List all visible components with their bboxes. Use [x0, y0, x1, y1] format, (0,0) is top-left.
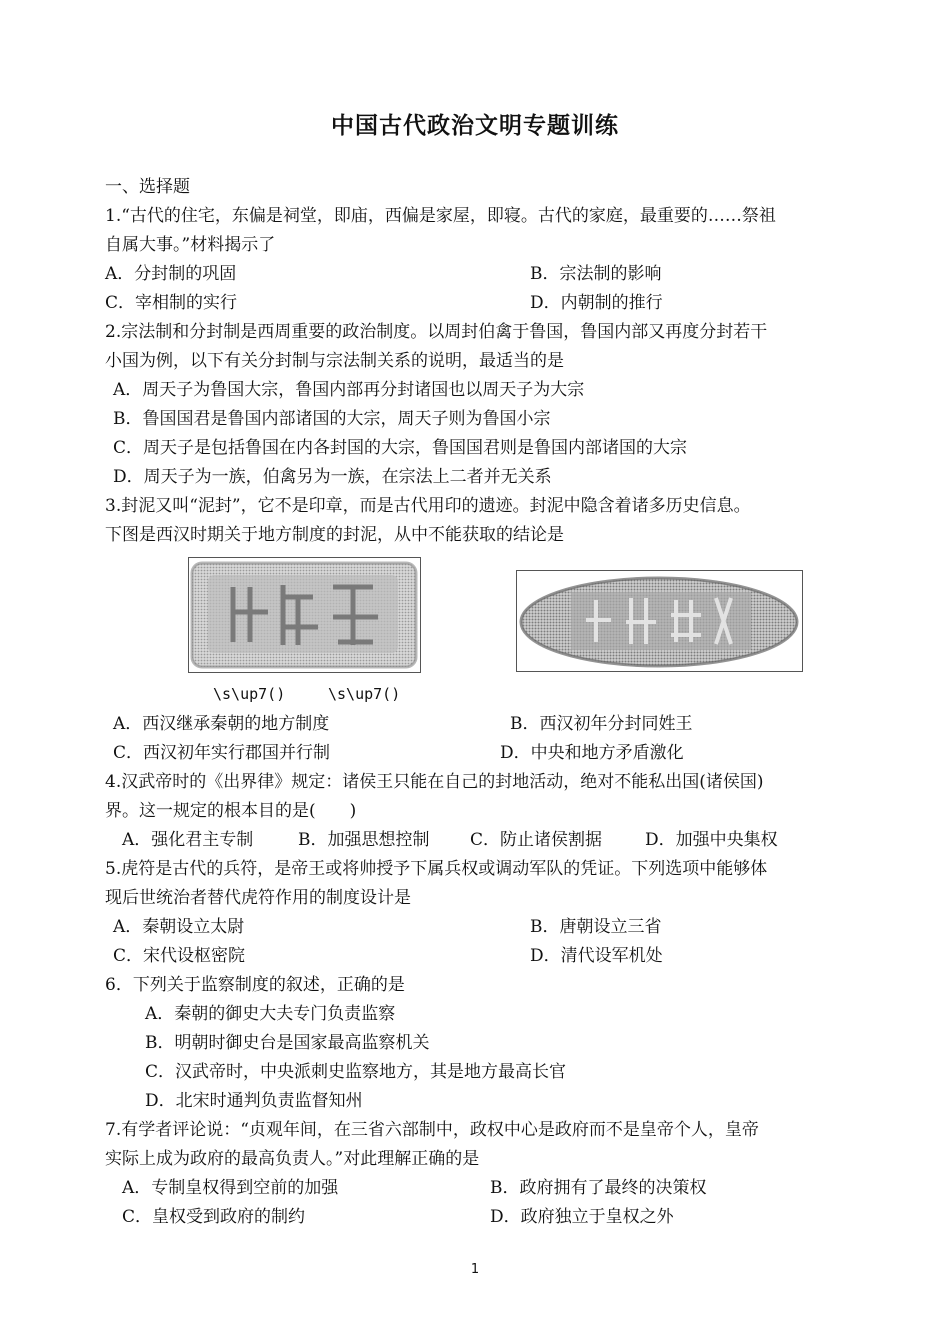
- q3-option-a: A．西汉继承秦朝的地方制度: [113, 714, 330, 734]
- q4-option-a: A．强化君主专制: [122, 830, 254, 850]
- q5-option-a: A．秦朝设立太尉: [113, 917, 245, 937]
- q3-stem-line1: 3.封泥又叫“泥封”，它不是印章，而是古代用印的遗迹。封泥中隐含着诸多历史信息。: [105, 496, 751, 516]
- seal-caption-left: \s\up7(): [213, 685, 286, 703]
- q1-option-a: A．分封制的巩固: [105, 264, 237, 284]
- q2-stem-line2: 小国为例，以下有关分封制与宗法制关系的说明，最适当的是: [105, 351, 564, 371]
- q2-option-b: B．鲁国国君是鲁国内部诸国的大宗，周天子则为鲁国小宗: [113, 409, 551, 429]
- page-title: 中国古代政治文明专题训练: [331, 113, 619, 139]
- q6-option-b: B．明朝时御史台是国家最高监察机关: [145, 1033, 430, 1053]
- q2-option-a: A．周天子为鲁国大宗，鲁国内部再分封诸国也以周天子为大宗: [113, 380, 585, 400]
- q4-stem-line1: 4.汉武帝时的《出界律》规定：诸侯王只能在自己的封地活动，绝对不能私出国(诸侯国): [105, 772, 764, 792]
- q5-option-d: D．清代设军机处: [530, 946, 663, 966]
- q4-option-c: C．防止诸侯割据: [470, 830, 603, 850]
- q7-option-b: B．政府拥有了最终的决策权: [490, 1178, 707, 1198]
- q6-option-a: A．秦朝的御史大夫专门负责监察: [145, 1004, 396, 1024]
- q7-stem-line2: 实际上成为政府的最高负责人。”对此理解正确的是: [105, 1149, 480, 1169]
- q5-option-b: B．唐朝设立三省: [530, 917, 662, 937]
- q4-option-d: D．加强中央集权: [645, 830, 778, 850]
- q5-stem-line1: 5.虎符是古代的兵符，是帝王或将帅授予下属兵权或调动军队的凭证。下列选项中能够体: [105, 859, 768, 879]
- q5-stem-line2: 现后世统治者替代虎符作用的制度设计是: [105, 888, 411, 908]
- q5-option-c: C．宋代设枢密院: [113, 946, 246, 966]
- q7-option-a: A．专制皇权得到空前的加强: [122, 1178, 339, 1198]
- q6-stem: 6．下列关于监察制度的叙述，正确的是: [105, 975, 405, 995]
- q3-option-b: B．西汉初年分封同姓王: [510, 714, 693, 734]
- q3-option-c: C．西汉初年实行郡国并行制: [113, 743, 331, 763]
- q2-option-c: C．周天子是包括鲁国在内各封国的大宗，鲁国国君则是鲁国内部诸国的大宗: [113, 438, 688, 458]
- q1-stem-line1: 1.“古代的住宅，东偏是祠堂，即庙，西偏是家屋，即寝。古代的家庭，最重要的……祭祖: [105, 206, 776, 226]
- q2-stem-line1: 2.宗法制和分封制是西周重要的政治制度。以周封伯禽于鲁国，鲁国内部又再度分封若干: [105, 322, 768, 342]
- q7-stem-line1: 7.有学者评论说：“贞观年间，在三省六部制中，政权中心是政府而不是皇帝个人，皇帝: [105, 1120, 759, 1140]
- q1-option-b: B．宗法制的影响: [530, 264, 662, 284]
- q7-option-c: C．皇权受到政府的制约: [122, 1207, 306, 1227]
- q2-option-d: D．周天子为一族，伯禽另为一族，在宗法上二者并无关系: [113, 467, 552, 487]
- q4-option-b: B．加强思想控制: [298, 830, 430, 850]
- q3-stem-line2: 下图是西汉时期关于地方制度的封泥，从中不能获取的结论是: [105, 525, 564, 545]
- page-number: 1: [470, 1262, 480, 1277]
- seal-caption-right: \s\up7(): [328, 685, 401, 703]
- q1-stem-line2: 自属大事。”材料揭示了: [105, 235, 276, 255]
- q1-option-d: D．内朝制的推行: [530, 293, 663, 313]
- clay-seal-image-left: [188, 557, 421, 673]
- q4-stem-line2: 界。这一规定的根本目的是( ): [105, 801, 357, 821]
- q3-option-d: D．中央和地方矛盾激化: [500, 743, 684, 763]
- q6-option-c: C．汉武帝时，中央派刺史监察地方，其是地方最高长官: [145, 1062, 567, 1082]
- q6-option-d: D．北宋时通判负责监督知州: [145, 1091, 363, 1111]
- clay-seal-image-right: [516, 570, 803, 672]
- q1-option-c: C．宰相制的实行: [105, 293, 238, 313]
- section-heading: 一、选择题: [105, 177, 190, 197]
- q7-option-d: D．政府独立于皇权之外: [490, 1207, 674, 1227]
